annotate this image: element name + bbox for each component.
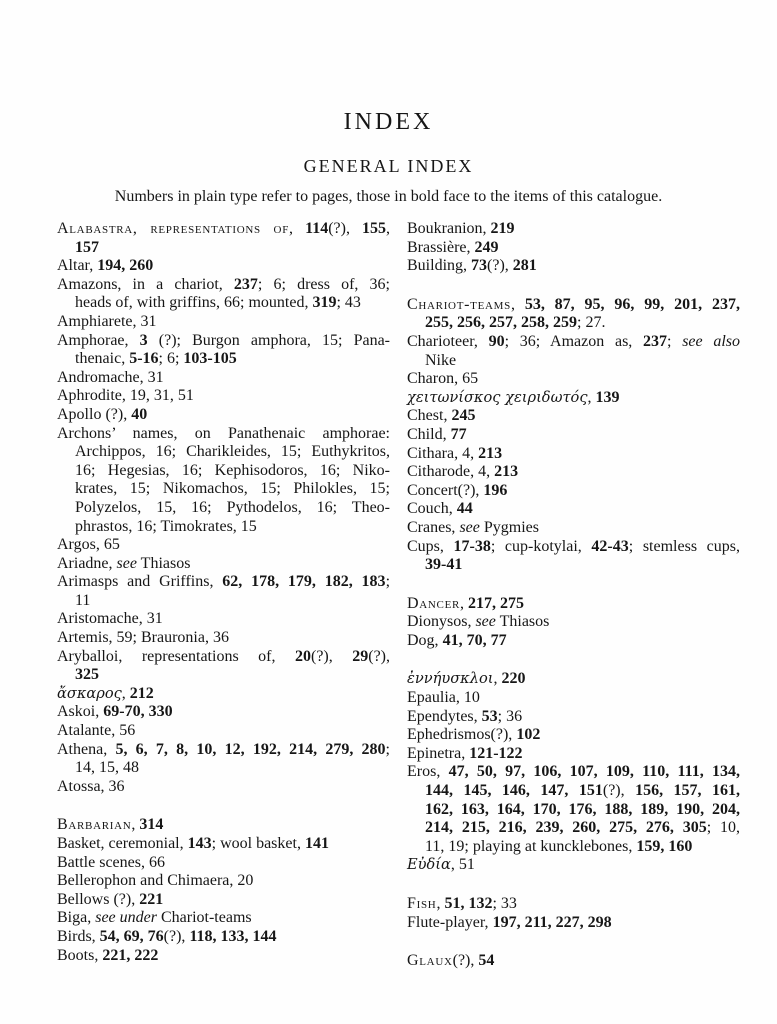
text-segment: (?), (310, 647, 353, 665)
section-title: GENERAL INDEX (303, 156, 474, 176)
text-segment: Archons’ names, on Panathenaic amphorae: (57, 424, 390, 442)
index-line (407, 819, 740, 838)
text-segment: 17-38 (453, 537, 491, 555)
text-segment: 73 (471, 257, 488, 275)
text-segment: ; 6; dress of, 36; (257, 275, 390, 293)
text-segment: Child, (407, 425, 451, 443)
index-line (57, 555, 390, 574)
text-segment: Ependytes, (407, 707, 482, 725)
text-segment: 42-43 (591, 537, 629, 555)
text-segment: 212 (129, 684, 154, 702)
text-segment: Fish (407, 895, 437, 912)
index-line (57, 778, 390, 797)
index-line (407, 296, 740, 315)
text-segment: ; 33 (492, 895, 517, 912)
index-line (57, 462, 390, 481)
text-segment: 16; Hegesias, 16; Kephisodoros, 16; Niko- (75, 461, 390, 479)
text-segment: Concert(?), (407, 481, 484, 499)
text-segment: 14, 15, 48 (75, 759, 139, 777)
index-line (407, 856, 740, 875)
text-segment: Boukranion, (407, 220, 491, 237)
index-line (57, 928, 390, 947)
text-segment: , (436, 895, 445, 912)
index-line (57, 257, 390, 276)
text-segment: ἐννήυσκλοι (407, 670, 494, 688)
text-segment: 77 (450, 425, 467, 443)
text-segment: ; 10, (706, 819, 740, 837)
text-segment: Biga, (57, 909, 96, 927)
text-segment: see also (682, 332, 741, 350)
text-segment: ; 36 (497, 707, 523, 725)
text-segment: Basket, ceremonial, (57, 835, 188, 852)
text-segment: Ariadne, (57, 554, 117, 572)
text-segment: 90 (488, 332, 505, 350)
index-line (57, 648, 390, 667)
index-line (57, 666, 390, 685)
text-segment: Chariot-teams (407, 295, 511, 313)
text-segment: 144, 145, 146, 147, 151 (425, 782, 603, 800)
text-segment: 319 (312, 294, 337, 312)
text-segment: 41, 70, 77 (442, 631, 507, 649)
text-segment: Dog, (407, 631, 443, 649)
text-segment: 143 (187, 835, 212, 852)
index-group-g (407, 952, 740, 971)
index-line (407, 389, 740, 408)
index-line (407, 445, 740, 464)
index-line (57, 610, 390, 629)
text-segment: Andromache, 31 (57, 368, 164, 386)
index-group-b (407, 220, 740, 276)
index-line (57, 369, 390, 388)
text-segment: heads of, with griffins, 66; mounted, (75, 294, 313, 312)
text-segment: 162, 163, 164, 170, 176, 188, 189, 190, 204, (425, 800, 740, 818)
text-segment: , 51 (450, 856, 475, 874)
text-segment: 54, 69, 76 (99, 927, 164, 945)
text-segment: ; 27. (577, 314, 606, 332)
index-line (407, 782, 740, 801)
text-segment: Argos, 65 (57, 536, 120, 554)
text-segment: Amazons, in a chariot, (57, 275, 234, 293)
text-segment: 237 (643, 332, 668, 350)
text-segment: Bellerophon and Chimaera, 20 (57, 872, 254, 890)
text-segment: Citharode, 4, (407, 463, 495, 481)
text-segment: 39-41 (425, 556, 463, 574)
text-segment: χειτωνίσκος χειριδωτός (407, 388, 588, 406)
text-segment: Chest, (407, 407, 452, 425)
index-line (407, 500, 740, 519)
text-segment: Epaulia, 10 (407, 689, 480, 707)
text-segment: ; cup-kotylai, (490, 537, 592, 555)
text-segment: ; wool basket, (211, 835, 305, 852)
index-columns (57, 220, 777, 971)
text-segment: Εὐδία (407, 856, 451, 874)
text-segment: Flute-player, (407, 913, 493, 931)
text-segment: Thiasos (495, 613, 550, 631)
text-segment: Eros, (407, 763, 449, 781)
text-segment: 249 (474, 238, 499, 256)
text-segment: Cranes, (407, 518, 460, 536)
text-segment: ; stemless cups, (628, 537, 740, 555)
text-segment: 69-70, 330 (103, 703, 173, 721)
text-segment: Archippos, 16; Charikleides, 15; Euthykritos, (75, 443, 390, 461)
index-line (57, 239, 390, 258)
text-segment: 217, 275 (468, 594, 525, 612)
text-segment: Pygmies (479, 518, 539, 536)
text-segment: , (121, 684, 130, 702)
index-line (407, 838, 740, 857)
text-segment: Ephedrismos(?), (407, 726, 517, 744)
index-line (57, 741, 390, 760)
text-segment: 47, 50, 97, 106, 107, 109, 110, 111, 134, (448, 763, 741, 781)
text-segment: (?), (368, 647, 390, 665)
text-segment: (?), (328, 220, 362, 237)
text-segment: (?); Burgon amphora, 15; Pana- (147, 331, 391, 349)
text-segment: , (460, 594, 469, 612)
index-line (57, 947, 390, 966)
text-segment: Charioteer, (407, 332, 489, 350)
text-segment: 5, 6, 7, 8, 10, 12, 192, 214, 279, 280 (115, 740, 386, 758)
text-segment: Epinetra, (407, 744, 470, 762)
text-segment: 29 (352, 647, 369, 665)
text-segment: thenaic, (75, 350, 130, 368)
index-line (57, 891, 390, 910)
text-segment: Couch, (407, 500, 457, 518)
index-line (407, 482, 740, 501)
index-line (407, 745, 740, 764)
text-segment: (?), (602, 782, 636, 800)
index-line (407, 613, 740, 632)
index-line (57, 350, 390, 369)
index-line (57, 703, 390, 722)
index-group-c (407, 296, 740, 575)
text-segment: 51, 132 (444, 895, 493, 912)
text-segment: (?), (452, 952, 479, 970)
index-line (407, 708, 740, 727)
text-segment: , (131, 816, 140, 834)
text-segment: 102 (516, 726, 541, 744)
text-segment: 5-16 (129, 350, 159, 368)
text-segment: Barbarian (57, 816, 132, 834)
text-segment: Aryballoi, representations of, (57, 647, 295, 665)
text-segment: Artemis, 59; Brauronia, 36 (57, 629, 229, 647)
text-segment: 118, 133, 144 (189, 927, 277, 945)
index-line (57, 722, 390, 741)
text-segment: 20 (294, 647, 311, 665)
index-line (407, 632, 740, 651)
index-line (57, 406, 390, 425)
text-segment: , (587, 388, 596, 406)
text-segment: 255, 256, 257, 258, 259 (425, 314, 577, 332)
text-segment: Atossa, 36 (57, 777, 125, 795)
index-group-e (407, 670, 740, 875)
index-line (407, 689, 740, 708)
text-segment: ; (385, 740, 390, 758)
text-segment: 213 (478, 444, 503, 462)
text-segment: , (289, 220, 306, 237)
text-segment: Battle scenes, 66 (57, 853, 165, 871)
index-line (57, 220, 390, 239)
index-line (57, 499, 390, 518)
text-segment: 139 (595, 388, 620, 406)
text-segment: 11, 19; playing at kuncklebones, (425, 837, 637, 855)
index-line (57, 536, 390, 555)
text-segment: 141 (304, 835, 329, 852)
text-segment: ; (667, 332, 683, 350)
text-segment: Apollo (?), (57, 405, 132, 423)
text-segment: 54 (478, 952, 495, 970)
text-segment: 220 (501, 670, 526, 688)
text-segment: Dancer (407, 594, 461, 612)
text-segment: 219 (490, 220, 515, 237)
text-segment: 245 (451, 407, 476, 425)
text-segment: 213 (494, 463, 519, 481)
text-segment: 103-105 (183, 350, 237, 368)
index-note: Numbers in plain type refer to pages, those in bold face to the items of this catalogue. (114, 188, 663, 205)
index-line (407, 519, 740, 538)
index-line (407, 895, 740, 914)
index-line (407, 370, 740, 389)
index-line (57, 872, 390, 891)
text-segment: Cups, (407, 537, 454, 555)
text-segment: 121-122 (469, 744, 523, 762)
column-right (407, 220, 740, 971)
text-segment: 44 (456, 500, 473, 518)
text-segment: 3 (139, 331, 148, 349)
text-segment: Dionysos, (407, 613, 476, 631)
text-segment: see (116, 554, 137, 572)
text-segment: Thiasos (136, 554, 191, 572)
text-segment: see under (95, 909, 157, 927)
text-segment: (?), (163, 927, 190, 945)
index-line (57, 835, 390, 854)
text-segment: 114 (305, 220, 329, 237)
text-segment: ; 36; Amazon as, (504, 332, 644, 350)
index-line (57, 518, 390, 537)
text-segment: 221 (139, 890, 164, 908)
index-line (407, 314, 740, 333)
text-segment: 155 (362, 220, 386, 237)
index-line (407, 257, 740, 276)
text-segment: 197, 211, 227, 298 (492, 913, 612, 931)
index-line (407, 670, 740, 689)
index-line (57, 387, 390, 406)
index-line (57, 592, 390, 611)
text-segment: Birds, (57, 927, 100, 945)
index-line (407, 763, 740, 782)
index-line (57, 629, 390, 648)
index-line (407, 463, 740, 482)
index-line (407, 220, 740, 239)
text-segment: krates, 15; Nikomachos, 15; Philokles, 15; (75, 480, 390, 498)
index-line (57, 313, 390, 332)
index-line (407, 952, 740, 971)
index-line (57, 816, 390, 835)
text-segment: 156, 157, 161, (635, 782, 741, 800)
index-line (57, 332, 390, 351)
index-line (407, 407, 740, 426)
text-segment: Boots, (57, 946, 103, 964)
text-segment: see (459, 518, 480, 536)
index-line (407, 352, 740, 371)
text-segment: 157 (75, 238, 99, 256)
index-group-b (57, 816, 390, 965)
text-segment: 196 (483, 481, 508, 499)
text-segment: Bellows (?), (57, 890, 140, 908)
text-segment: 281 (512, 257, 537, 275)
text-segment: Athena, (57, 740, 116, 758)
index-line (57, 480, 390, 499)
text-segment: Arimasps and Griffins, (57, 573, 223, 591)
index-line (407, 914, 740, 933)
text-segment: Glaux (407, 952, 453, 970)
index-line (57, 294, 390, 313)
column-left (57, 220, 390, 971)
index-line (407, 239, 740, 258)
text-segment: Amphorae, (57, 331, 140, 349)
text-segment: Nike (425, 351, 457, 369)
text-segment: Polyzelos, 15, 16; Pythodelos, 16; Theo- (75, 498, 390, 516)
index-line (407, 801, 740, 820)
text-segment: Alabastra, representations of (57, 220, 290, 237)
text-segment: 53, 87, 95, 96, 99, 201, 237, (524, 295, 741, 313)
text-segment: Askoi, (57, 703, 104, 721)
text-segment: ; 43 (336, 294, 361, 312)
text-segment: Cithara, 4, (407, 444, 479, 462)
index-line (57, 759, 390, 778)
index-line (57, 425, 390, 444)
index-line (407, 426, 740, 445)
text-segment: Chariot-teams (156, 909, 252, 927)
text-segment: , (386, 220, 390, 237)
text-segment: 214, 215, 216, 239, 260, 275, 276, 305 (425, 819, 707, 837)
text-segment: Charon, 65 (407, 370, 479, 388)
text-segment: 62, 178, 179, 182, 183 (222, 573, 386, 591)
text-segment: Altar, (57, 257, 98, 275)
index-group-f (407, 895, 740, 932)
text-segment: Aphrodite, 19, 31, 51 (57, 387, 194, 405)
text-segment: ἄσκαρος (57, 684, 122, 702)
text-segment: Aristomache, 31 (57, 610, 163, 628)
text-segment: Building, (407, 257, 472, 275)
text-segment: Amphiarete, 31 (57, 312, 157, 330)
text-segment: 314 (139, 816, 164, 834)
text-segment: 53 (481, 707, 498, 725)
text-segment: 325 (75, 666, 99, 684)
index-line (407, 333, 740, 352)
text-segment: ; (385, 573, 391, 591)
index-line (57, 854, 390, 873)
index-line (407, 726, 740, 745)
text-segment: (?), (487, 257, 513, 275)
text-segment: 40 (131, 405, 148, 423)
index-line (57, 276, 390, 295)
text-segment: see (475, 613, 496, 631)
index-line (407, 556, 740, 575)
text-segment: phrastos, 16; Timokrates, 15 (75, 517, 257, 535)
text-segment: ; 6; (158, 350, 184, 368)
text-segment: , (510, 295, 525, 313)
text-segment: Brassière, (407, 238, 475, 256)
text-segment: 194, 260 (97, 257, 154, 275)
index-group-d (407, 595, 740, 651)
index-line (57, 909, 390, 928)
index-line (407, 538, 740, 557)
text-segment: 237 (233, 275, 258, 293)
index-line (57, 573, 390, 592)
text-segment: , (493, 670, 502, 688)
index-line (57, 685, 390, 704)
text-segment: 11 (75, 591, 91, 609)
index-group-a (57, 220, 390, 796)
page-title: INDEX (343, 109, 434, 135)
index-line (57, 443, 390, 462)
text-segment: Atalante, 56 (57, 722, 136, 740)
index-line (407, 595, 740, 614)
text-segment: 221, 222 (102, 946, 159, 964)
text-segment: 159, 160 (636, 837, 693, 855)
